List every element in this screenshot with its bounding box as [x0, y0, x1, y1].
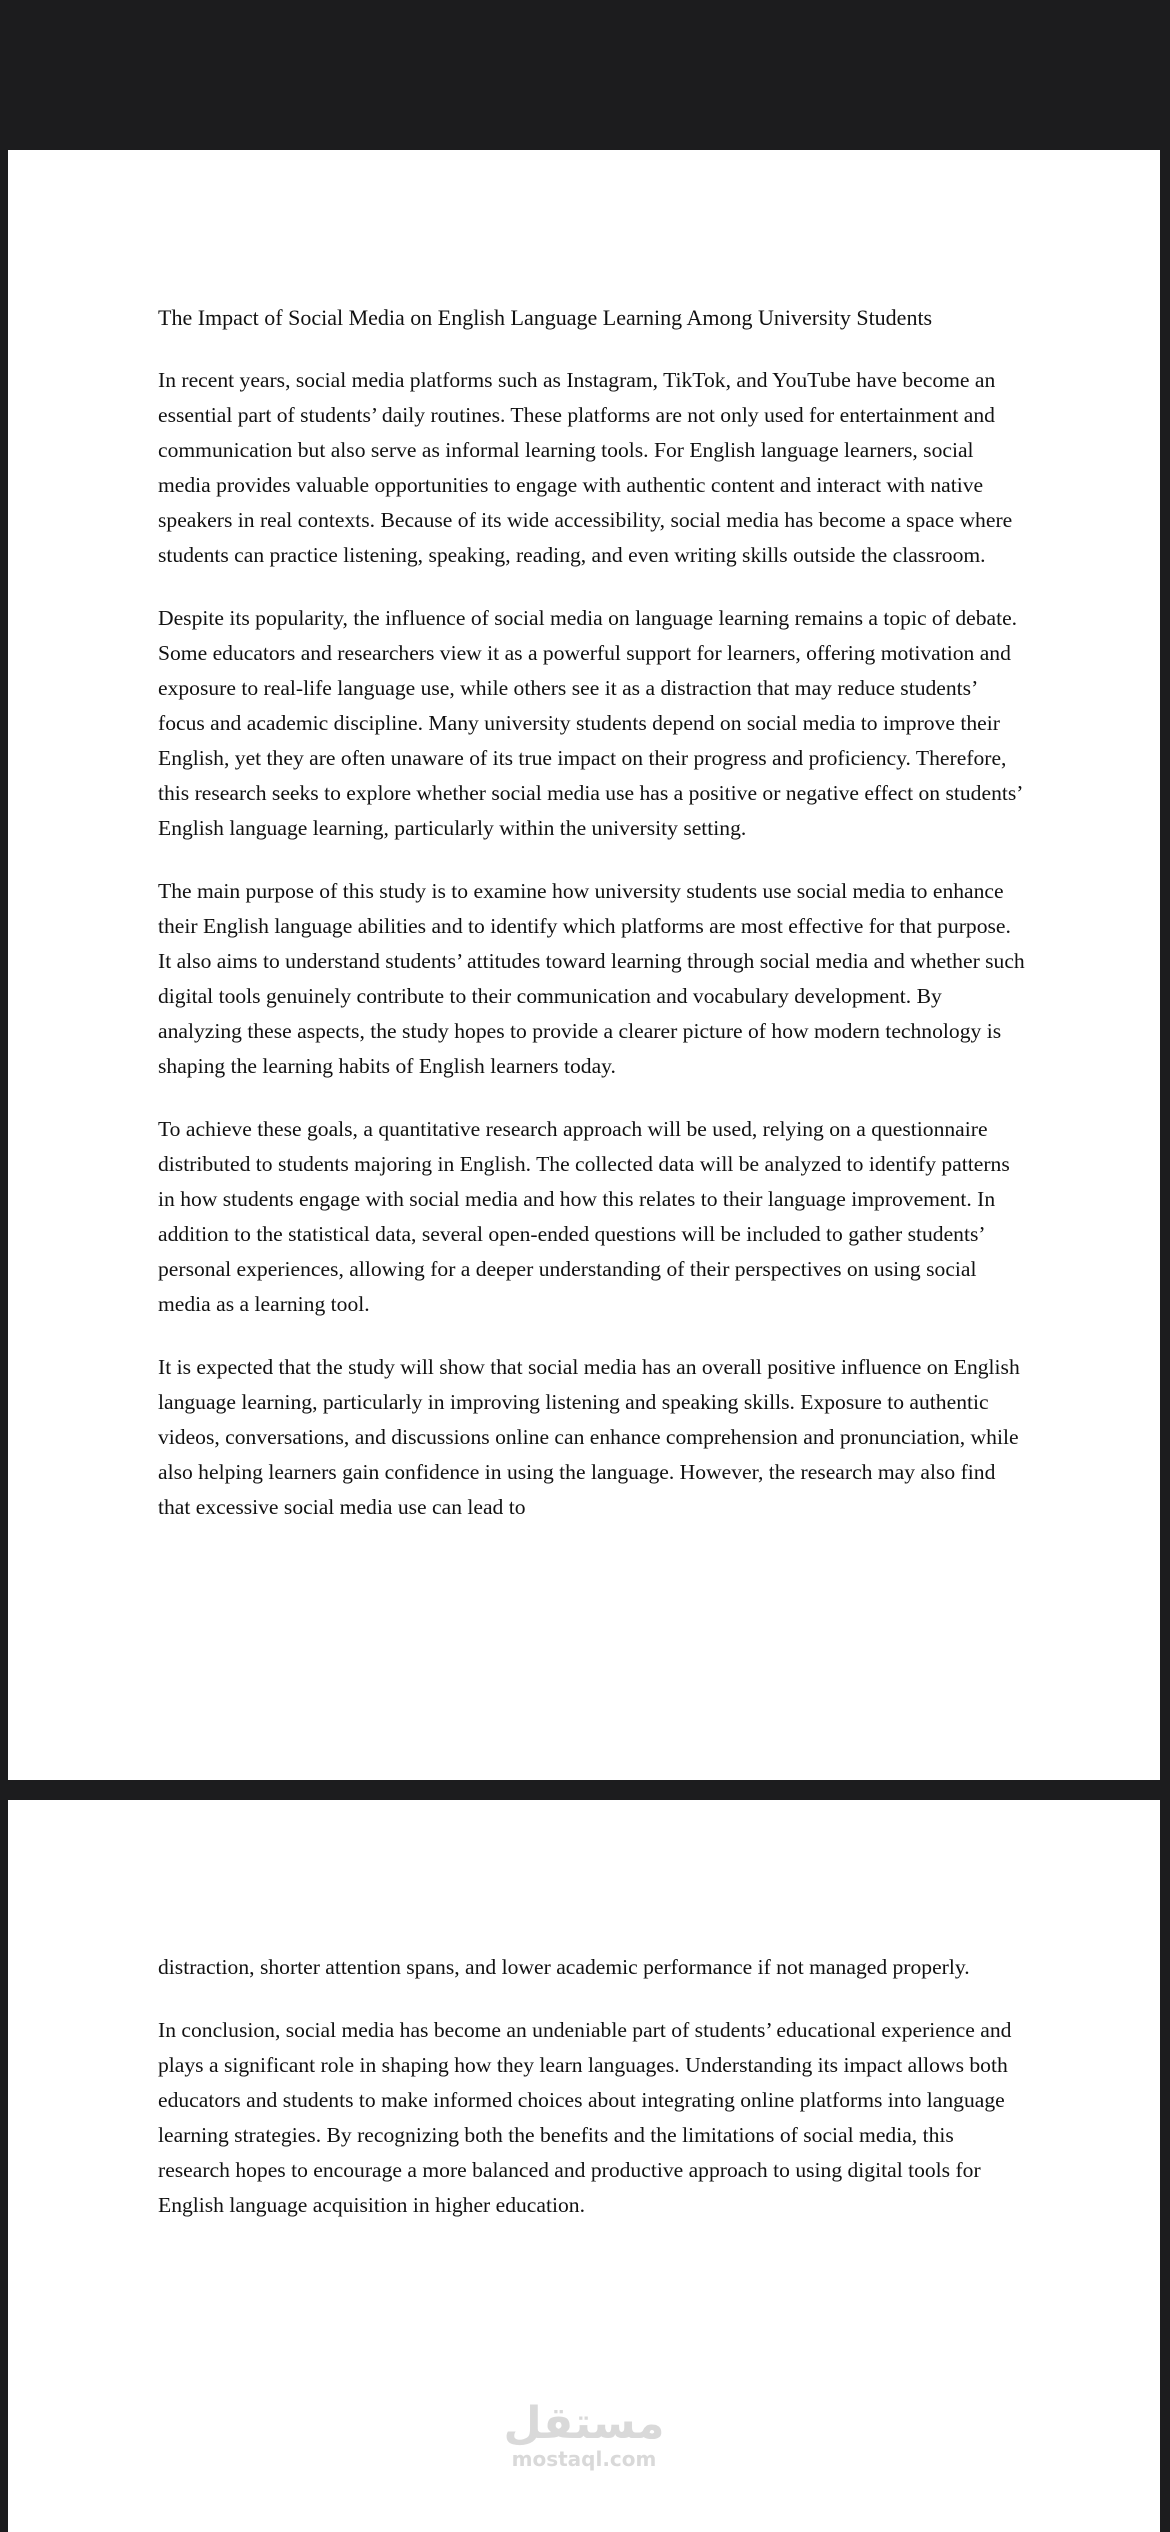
- document-page-1: [8, 150, 1160, 1780]
- paragraph-6: In conclusion, social media has become an undeniable part of students’ educational experience and plays a significant role in shaping how they learn languages. Understanding its impact allows both educators and students to make informed choices about integrating online platforms into language learning strategies. By recognizing both the benefits and the limitations of social media, this research hopes to encourage a more balanced and productive approach to using digital tools for English language acquisition in higher education.: [158, 2018, 1012, 2217]
- watermark: [8, 2400, 1160, 2470]
- paragraph-4: To achieve these goals, a quantitative research approach will be used, relying on a questionnaire distributed to students majoring in English. The collected data will be analyzed to identify patterns in how students engage with social media and how this relates to their language improvement. In addition to the statistical data, several open-ended questions will be included to gather students’ personal experiences, allowing for a deeper understanding of their perspectives on using social media as a learning tool.: [158, 1117, 1010, 1316]
- paragraph-5-continued: distraction, shorter attention spans, and lower academic performance if not managed properly.: [158, 1955, 970, 1979]
- paragraph-3: The main purpose of this study is to examine how university students use social media to enhance their English language abilities and to identify which platforms are most effective for that purpose. It also aims to understand students’ attitudes toward learning through social media and whether such digital tools genuinely contribute to their communication and vocabulary development. By analyzing these aspects, the study hopes to provide a clearer picture of how modern technology is shaping the learning habits of English learners today.: [158, 879, 1025, 1078]
- paragraph-2: Despite its popularity, the influence of social media on language learning remains a topic of debate. Some educators and researchers view it as a powerful support for learners, offering motivation and exposure to real-life language use, while others see it as a distraction that may reduce students’ focus and academic discipline. Many university students depend on social media to improve their English, yet they are often unaware of its true impact on their progress and proficiency. Therefore, this research seeks to explore whether social media use has a positive or negative effect on students’ English language learning, particularly within the university setting.: [158, 606, 1022, 840]
- watermark-logo: مستقل: [503, 2398, 665, 2449]
- page-content: [158, 1950, 1028, 2251]
- paragraph-1: In recent years, social media platforms such as Instagram, TikTok, and YouTube have become an essential part of students’ daily routines. These platforms are not only used for entertainment and communication but also serve as informal learning tools. For English language learners, social media provides valuable opportunities to engage with authentic content and interact with native speakers in real contexts. Because of its wide accessibility, social media has become a space where students can practice listening, speaking, reading, and even writing skills outside the classroom.: [158, 368, 1013, 567]
- document-page-2: [8, 1800, 1160, 2532]
- watermark-url: mostaql.com: [511, 2447, 657, 2471]
- document-title: The Impact of Social Media on English Language Learning Among University Students: [158, 305, 933, 330]
- paragraph-5: It is expected that the study will show that social media has an overall positive influence on English language learning, particularly in improving listening and speaking skills. Exposure to authentic videos, conversations, and discussions online can enhance comprehension and pronunciation, while also helping learners gain confidence in using the language. However, the research may also find that excessive social media use can lead to: [158, 1355, 1020, 1519]
- page-content: [158, 300, 1028, 1553]
